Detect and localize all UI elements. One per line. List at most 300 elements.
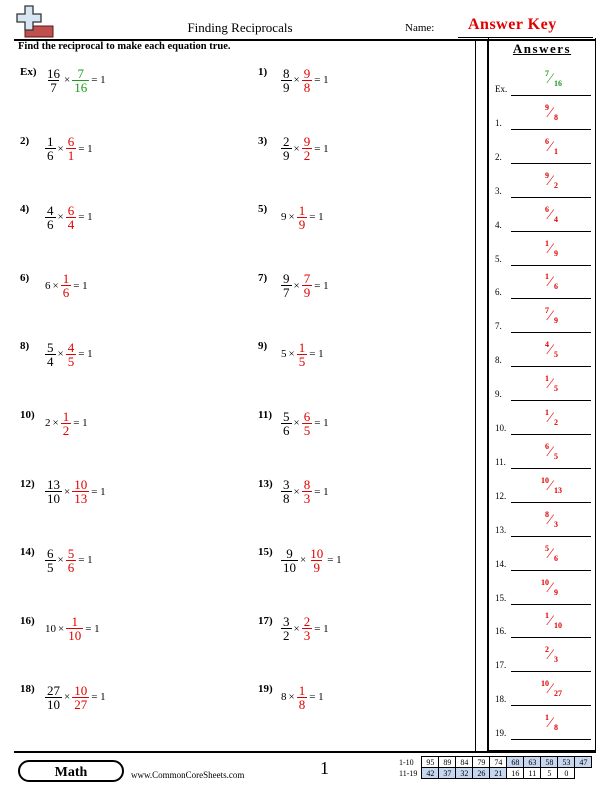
answer-line [511,536,591,537]
multiply-sign: × [58,622,65,635]
answer-label: 15. [495,592,507,603]
equals-one: = 1 [73,279,88,292]
given-fraction-numerator: 9 [283,271,290,287]
given-fraction [45,204,56,231]
answer-line [511,671,591,672]
given-fraction [281,410,292,437]
answer-label: 9. [495,389,502,400]
answer-numerator: 6 [545,204,549,214]
answer-denominator: 2 [554,418,558,427]
problem-label: 2) [20,134,30,147]
score-row-label: 11-19 [399,768,418,778]
answer-slash-fraction [541,374,571,400]
given-fraction-numerator: 2 [283,134,290,150]
fraction-slash: ⁄ [549,477,552,494]
multiply-sign: × [288,348,295,361]
given-fraction [281,272,292,299]
answer-slash-fraction [541,272,571,298]
answer-fraction-denominator: 3 [303,491,311,507]
multiply-sign: × [57,211,64,224]
given-fraction-numerator: 1 [47,134,54,150]
answer-slash-fraction [541,103,571,129]
score-cell: 42 [422,768,439,779]
given-whole-number: 2 [45,417,51,429]
answer-line [511,332,591,333]
answer-numerator: 9 [545,170,549,180]
answer-denominator: 5 [554,451,558,461]
problem-equation [44,334,94,374]
given-fraction [281,135,292,162]
answer-denominator: 1 [554,146,558,156]
equals-one: = 1 [85,622,100,635]
problem-equation [44,609,101,649]
answer-fraction-denominator: 13 [74,491,88,507]
answer-denominator: 4 [554,214,558,224]
answer-label: 12. [495,490,507,501]
answer-line [511,604,591,605]
answer-slash-fraction [541,69,571,95]
given-fraction-denominator: 9 [283,79,290,95]
answer-slash-fraction [541,679,571,705]
answer-label: 4. [495,219,502,230]
equals-one: = 1 [314,74,329,86]
score-cell: 26 [473,768,490,779]
fraction-slash: ⁄ [549,681,552,698]
equals-one: = 1 [78,211,93,224]
given-fraction-denominator: 7 [283,285,290,301]
equals-one: = 1 [314,279,329,292]
fraction-slash: ⁄ [549,410,552,426]
answer-fraction-numerator: 10 [74,682,88,698]
problem-equation [280,540,343,580]
problem-equation [280,403,330,443]
answer-label: 18. [495,694,507,705]
multiply-sign: × [293,279,300,292]
score-cell: 21 [490,768,507,779]
given-fraction-denominator: 9 [283,148,290,164]
answer-numerator: 7 [545,69,549,78]
answer-fraction-numerator: 4 [67,339,75,355]
given-fraction-denominator: 5 [47,559,54,575]
equals-one: = 1 [91,74,106,86]
answer-numerator: 8 [545,509,549,519]
answer-line [511,570,591,571]
answer-slash-fraction [541,306,571,332]
equals-one: = 1 [314,485,329,498]
equals-one: = 1 [309,691,324,704]
answer-fraction-numerator: 1 [62,408,70,424]
answer-denominator: 9 [554,587,558,597]
subject-badge: Math [18,760,124,782]
equals-one: = 1 [91,691,106,704]
answers-heading: Answers [512,41,572,56]
problem-label: 16) [20,614,35,627]
fraction-slash: ⁄ [549,376,552,393]
score-cell: 11 [524,768,541,779]
answer-fraction-denominator: 5 [303,422,311,438]
fraction-slash: ⁄ [549,342,552,359]
answer-fraction-denominator: 9 [298,216,306,232]
problem-equation [280,197,325,237]
answer-fraction [297,204,308,231]
problem-label: 18) [20,683,35,696]
answer-numerator: 1 [545,238,549,248]
answer-label: 5. [495,253,502,264]
answer-denominator: 2 [554,180,558,190]
problem-equation [44,677,107,717]
answer-fraction-numerator: 7 [303,271,311,287]
score-cell: 0 [558,768,575,779]
answer-label: 17. [495,660,507,671]
answer-denominator: 8 [554,112,558,122]
answer-numerator: 1 [545,713,549,723]
answer-fraction-denominator: 9 [313,559,320,575]
given-fraction-numerator: 3 [283,477,290,493]
given-fraction [45,547,56,574]
answer-fraction-denominator: 2 [62,422,70,438]
answer-denominator: 13 [554,485,562,495]
answer-label: 7. [495,321,502,332]
fraction-slash: ⁄ [549,715,552,732]
given-fraction-denominator: 10 [283,559,296,575]
score-cell: 74 [490,757,507,768]
answer-fraction-denominator: 8 [303,79,311,95]
answer-label: 13. [495,524,507,535]
answer-label: 14. [495,558,507,569]
multiply-sign: × [57,142,64,155]
problem-label: 4) [20,203,30,216]
multiply-sign: × [293,142,300,155]
answer-numerator: 7 [545,306,549,316]
answer-numerator: 6 [545,441,549,451]
instructions: Find the reciprocal to make each equation true. [18,41,231,52]
problem-equation [280,334,325,374]
score-cell: 47 [575,757,592,768]
answer-denominator: 5 [554,384,558,394]
answer-fraction [61,410,72,437]
answer-fraction-numerator: 8 [303,477,311,493]
page-title: Finding Reciprocals [187,20,293,35]
score-cell: 32 [456,768,473,779]
score-cell: 79 [473,757,490,768]
answer-slash-fraction [541,476,571,502]
answer-line [511,366,591,367]
multiply-sign: × [57,348,64,361]
given-fraction-numerator: 9 [286,545,293,561]
fraction-slash: ⁄ [549,647,552,664]
problem-equation [44,60,107,100]
given-fraction [281,67,292,94]
given-fraction-numerator: 4 [47,202,54,218]
answer-slash-fraction [541,239,571,265]
answer-fraction [308,547,325,574]
problem-equation [44,266,89,306]
multiply-sign: × [293,74,300,86]
fraction-slash: ⁄ [549,545,552,562]
given-fraction-numerator: 16 [47,65,60,81]
answer-label: 8. [495,355,502,366]
answer-fraction-numerator: 5 [67,545,75,561]
answer-denominator: 9 [554,248,558,258]
given-fraction-numerator: 5 [283,408,290,424]
answer-denominator: 10 [554,621,562,631]
problem-label: 11) [258,409,273,421]
answer-fraction [297,684,308,711]
answer-fraction-denominator: 6 [67,559,75,575]
answer-fraction-numerator: 9 [303,65,311,81]
answer-line [511,163,591,164]
answer-fraction [61,272,72,299]
answer-denominator: 5 [554,350,558,360]
problem-label: 7) [258,271,268,284]
given-fraction-denominator: 4 [47,353,54,369]
answer-fraction-numerator: 1 [62,271,70,287]
answer-denominator: 6 [554,282,558,292]
given-fraction [45,684,62,711]
answer-slash-fraction [541,408,571,434]
answer-slash-fraction [541,645,571,671]
given-whole-number: 5 [281,348,287,361]
fraction-slash: ⁄ [549,613,552,630]
problem-label: 13) [258,477,273,490]
multiply-sign: × [293,485,300,498]
answer-label: Ex. [495,84,508,94]
problem-equation [44,129,94,169]
answer-fraction [72,684,89,711]
answer-numerator: 9 [545,102,549,112]
given-whole-number: 9 [281,211,287,224]
fraction-slash: ⁄ [549,274,552,291]
answer-fraction [72,478,89,505]
answer-fraction-denominator: 5 [298,353,306,369]
answer-numerator: 1 [545,374,549,384]
column-divider [475,39,476,751]
fraction-slash: ⁄ [549,172,552,189]
score-cell: 5 [541,768,558,779]
answer-fraction [302,135,313,162]
answer-fraction [66,204,77,231]
problem-equation [44,197,94,237]
answer-fraction-numerator: 10 [310,545,324,561]
answer-denominator: 9 [554,316,558,326]
answer-fraction [72,67,89,94]
problem-label: 17) [258,614,273,627]
answer-fraction-denominator: 27 [74,696,88,712]
problem-equation [280,677,325,717]
given-fraction-numerator: 27 [47,682,60,698]
given-fraction-denominator: 6 [283,422,290,438]
answer-fraction [66,615,83,642]
answer-key-label: Answer Key [468,16,557,33]
answer-line [511,95,591,96]
answer-numerator: 1 [545,272,549,282]
fraction-slash: ⁄ [549,104,552,121]
given-fraction-denominator: 6 [47,216,54,232]
answer-line [511,231,591,232]
fraction-slash: ⁄ [549,71,552,87]
multiply-sign: × [288,691,295,704]
multiply-sign: × [64,485,71,498]
answer-fraction-numerator: 2 [303,614,311,630]
answer-line [511,705,591,706]
answer-numerator: 1 [545,408,549,417]
answer-label: 16. [495,626,507,637]
answer-slash-fraction [541,137,571,163]
multiply-sign: × [57,554,64,567]
answer-slash-fraction [541,578,571,604]
answer-fraction [302,615,313,642]
problem-label: 10) [20,409,35,421]
answer-fraction-numerator: 1 [298,339,306,355]
problem-label: 19) [258,683,273,696]
given-fraction-denominator: 6 [47,148,54,164]
answer-line [511,129,591,130]
answer-fraction-denominator: 9 [303,285,311,301]
problem-label: 3) [258,134,268,147]
given-fraction-numerator: 3 [283,614,290,630]
answer-fraction [66,135,77,162]
answer-numerator: 10 [541,475,549,485]
given-fraction [45,478,62,505]
problem-equation [280,609,330,649]
answer-line [511,468,591,469]
equals-one: = 1 [78,142,93,155]
answer-line [511,637,591,638]
score-cell: 63 [524,757,541,768]
score-cell: 84 [456,757,473,768]
answer-fraction-denominator: 3 [303,628,311,644]
answer-fraction-numerator: 6 [67,134,75,150]
given-fraction-denominator: 8 [283,491,290,507]
answer-line [511,400,591,401]
answer-label: 19. [495,728,507,739]
problem-equation [280,266,330,306]
multiply-sign: × [64,74,71,86]
given-fraction-denominator: 2 [283,628,290,644]
equals-one: = 1 [78,348,93,361]
answer-line [511,739,591,740]
answer-fraction-denominator: 8 [298,696,306,712]
score-cell: 68 [507,757,524,768]
answer-numerator: 1 [545,611,549,621]
given-fraction-numerator: 6 [47,545,54,561]
problem-equation [44,472,107,512]
answer-fraction [302,272,313,299]
answer-fraction [66,341,77,368]
answer-slash-fraction [541,510,571,536]
answer-label: 2. [495,151,502,162]
problem-label: 1) [258,66,268,78]
answer-fraction-denominator: 16 [74,79,88,95]
given-fraction-denominator: 10 [47,491,60,507]
multiply-sign: × [293,622,300,635]
answer-fraction-denominator: 2 [303,148,311,164]
problem-equation [44,403,89,443]
problem-equation [280,60,330,100]
answer-label: 1. [495,117,502,128]
fraction-slash: ⁄ [549,308,552,325]
multiply-sign: × [52,279,59,292]
answer-label: 3. [495,185,502,196]
problem-label: 5) [258,203,268,216]
equals-one: = 1 [327,554,342,567]
answer-fraction-denominator: 5 [67,353,75,369]
answer-fraction-numerator: 1 [298,682,306,698]
problem-equation [280,129,330,169]
name-label: Name: [405,22,435,34]
answer-denominator: 3 [554,519,558,529]
answer-label: 6. [495,287,502,298]
answer-fraction [66,547,77,574]
score-cell: 95 [422,757,439,768]
problem-label: 8) [20,340,30,353]
page-number: 1 [320,758,329,778]
multiply-sign: × [52,417,59,429]
score-cell: 37 [439,768,456,779]
answer-fraction-denominator: 1 [67,148,75,164]
score-row [397,757,592,768]
answer-fraction [302,410,313,437]
multiply-sign: × [288,211,295,224]
answer-numerator: 4 [545,340,549,350]
answer-numerator: 2 [545,645,549,655]
answer-denominator: 6 [554,553,558,563]
given-fraction [45,67,62,94]
answer-numerator: 10 [541,577,549,587]
answer-numerator: 6 [545,136,549,146]
answer-fraction-numerator: 10 [74,477,88,493]
problem-equation [44,540,94,580]
equals-one: = 1 [314,142,329,155]
answer-fraction-numerator: 1 [298,202,306,218]
fraction-slash: ⁄ [549,240,552,257]
answer-slash-fraction [541,713,571,739]
given-fraction-denominator: 10 [47,696,60,712]
answer-denominator: 27 [554,689,562,699]
given-fraction [281,478,292,505]
equals-one: = 1 [314,417,329,429]
multiply-sign: × [293,417,300,429]
given-fraction-numerator: 8 [283,65,290,81]
given-fraction-numerator: 5 [47,339,54,355]
given-whole-number: 6 [45,279,51,292]
answer-fraction-numerator: 1 [71,614,78,630]
answer-fraction-numerator: 6 [67,202,75,218]
answer-numerator: 5 [545,543,549,553]
problem-equation [280,472,330,512]
fraction-slash: ⁄ [549,138,552,155]
equals-one: = 1 [314,622,329,635]
answer-slash-fraction [541,611,571,637]
problem-label: 12) [20,477,35,490]
answer-label: 11. [495,456,506,467]
score-table [397,756,592,779]
problem-label: Ex) [20,66,37,78]
answer-denominator: 3 [554,655,558,665]
given-whole-number: 8 [281,691,287,704]
answer-slash-fraction [541,340,571,366]
answer-fraction [302,67,313,94]
multiply-sign: × [64,691,71,704]
website-link[interactable]: www.CommonCoreSheets.com [131,770,245,780]
answer-fraction-numerator: 6 [303,408,311,424]
problem-label: 6) [20,271,30,284]
score-row-label: 1-10 [399,757,414,767]
score-cell: 58 [541,757,558,768]
multiply-sign: × [300,554,307,567]
answer-fraction-numerator: 7 [77,65,84,81]
problem-label: 9) [258,340,268,353]
